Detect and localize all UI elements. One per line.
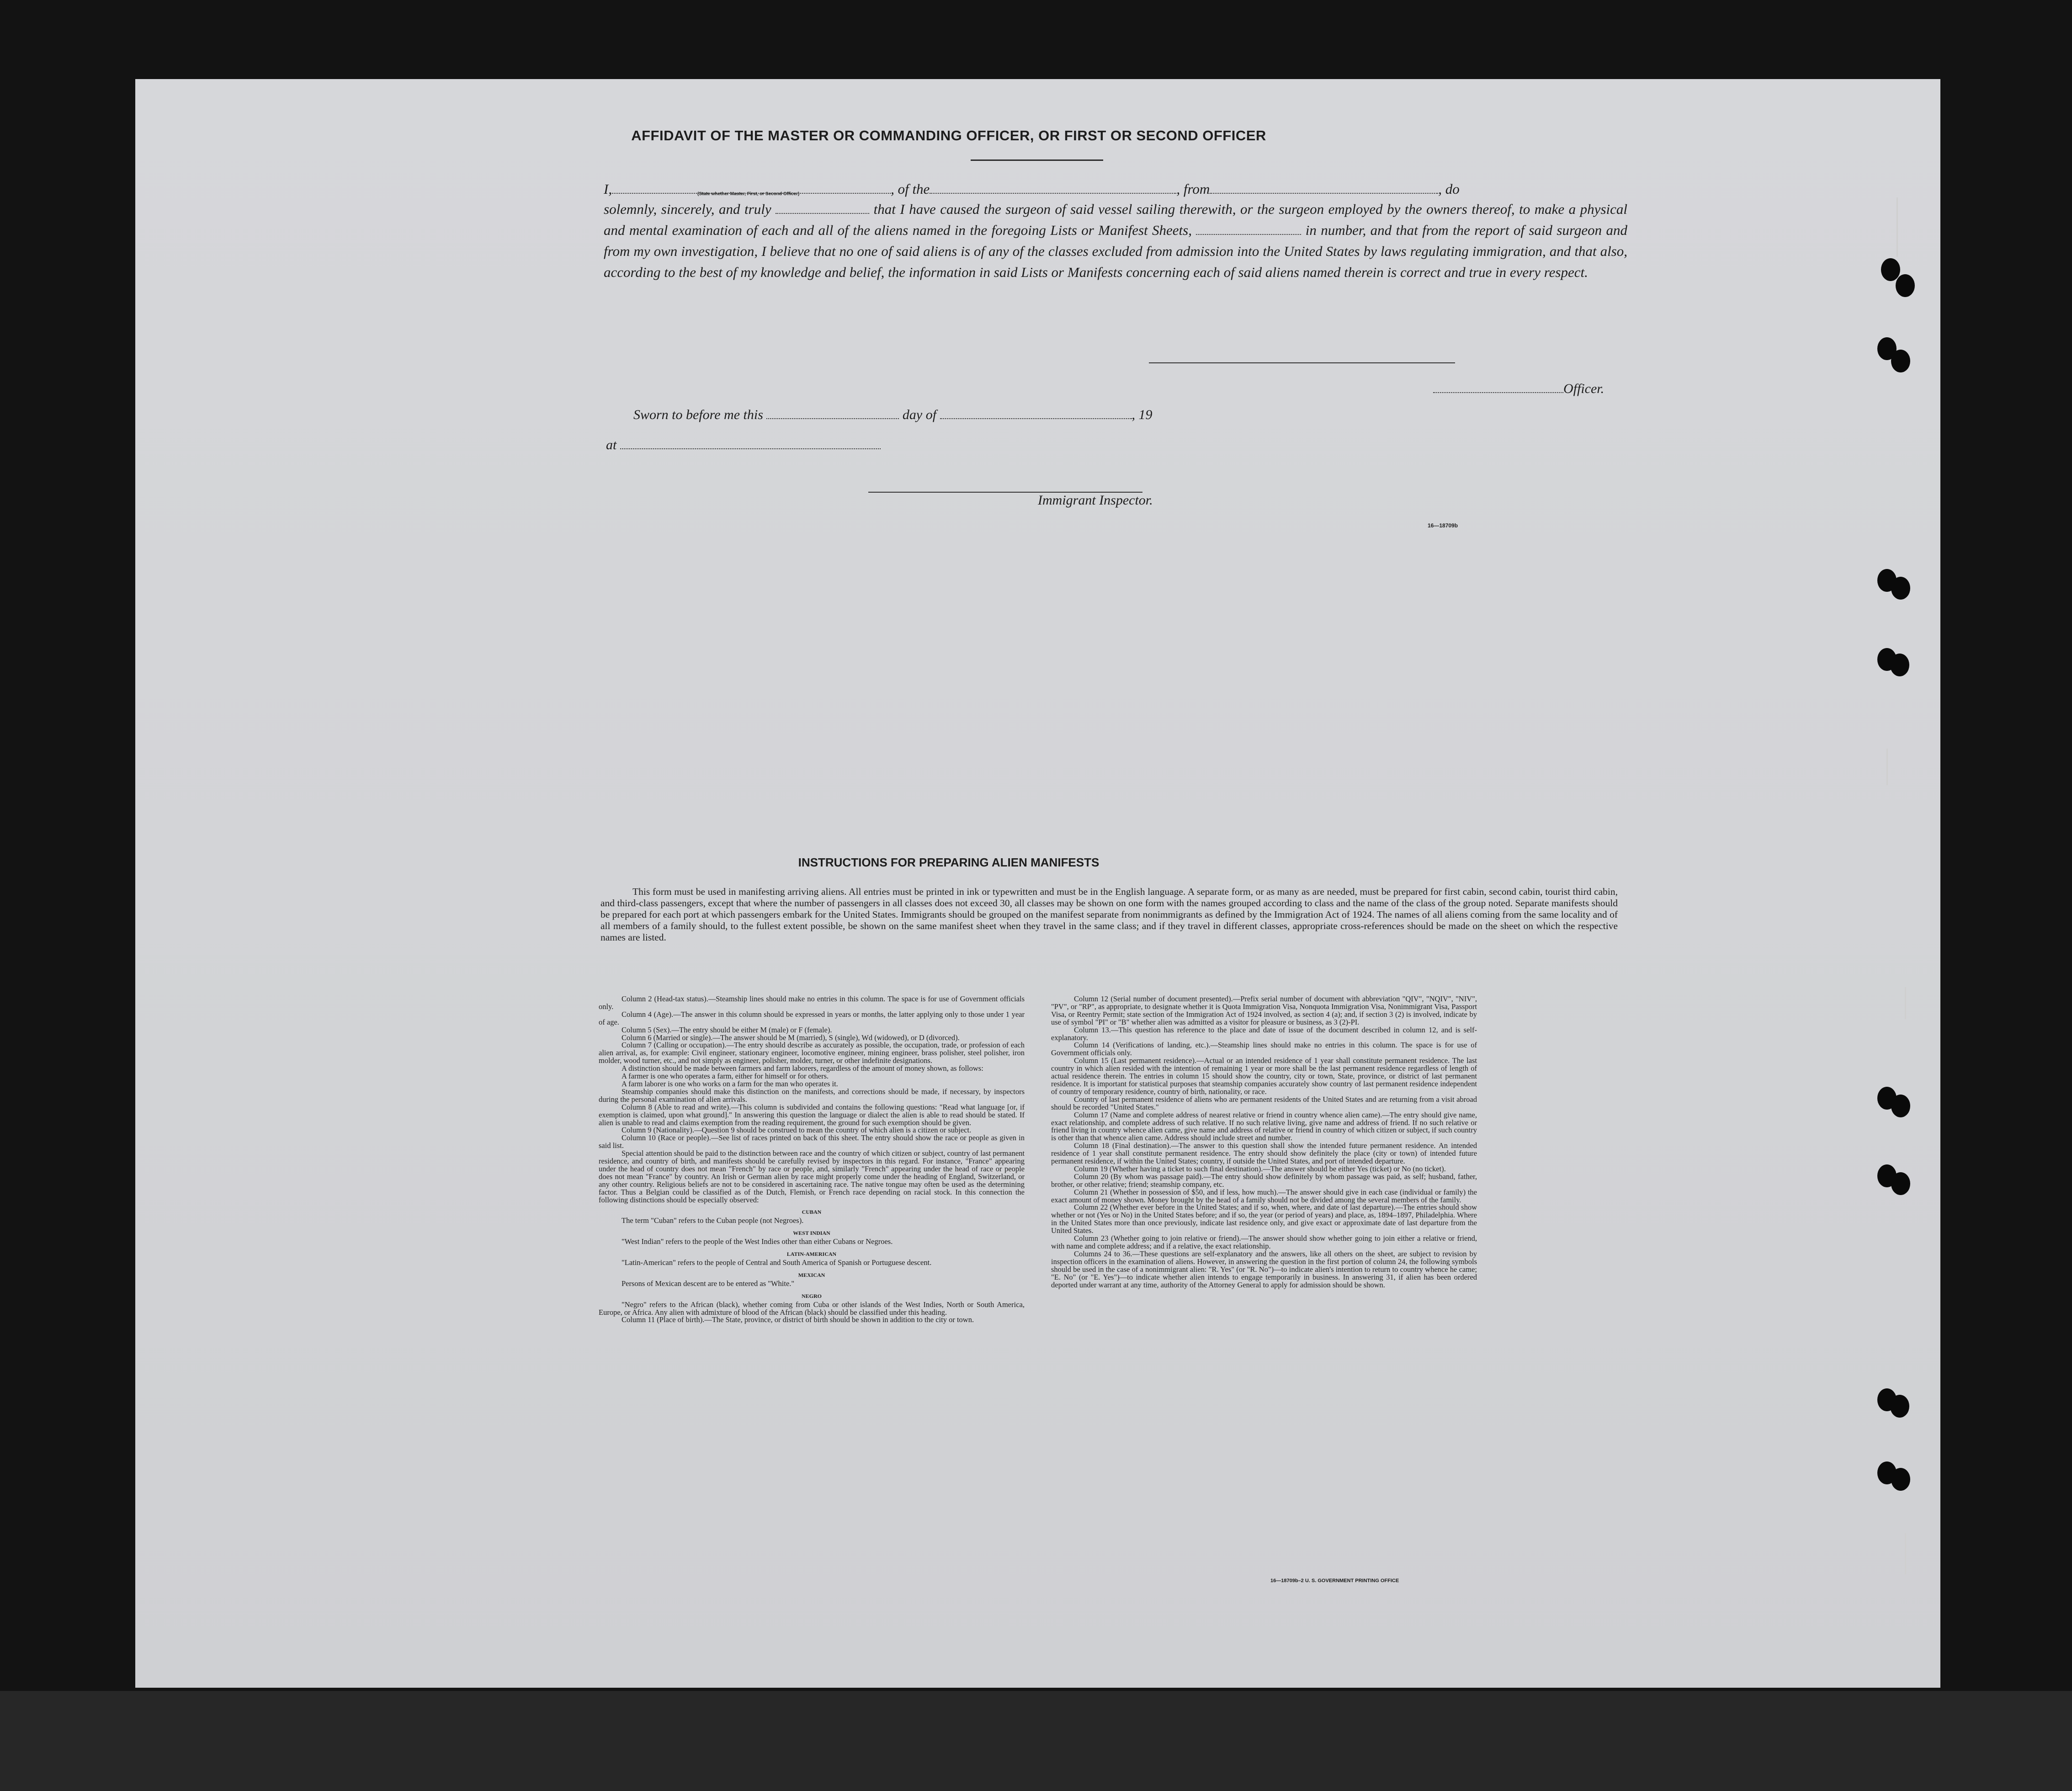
col11-instruction: Column 11 (Place of birth).—The State, province, or district of birth should be shown in addition to the city or town. bbox=[622, 1315, 974, 1324]
from-label: , from bbox=[1176, 181, 1210, 197]
col2-instruction: Column 2 (Head-tax status).—Steamship lines should make no entries in this column. The space is for use of Government officials only. bbox=[599, 994, 1025, 1011]
punch-hole bbox=[1896, 274, 1915, 297]
rank-fineprint: (State whether Master, First, or Second Officer) bbox=[697, 191, 800, 197]
scanner-bottom-band bbox=[0, 1691, 2072, 1791]
col6-instruction: Column 6 (Married or single).—The answer should be M (married), S (single), Wd (widowed), or D (divorced). bbox=[622, 1033, 960, 1042]
sworn-label: Sworn to before me this bbox=[633, 407, 763, 422]
col12-instruction: Column 12 (Serial number of document presented).—Prefix serial number of document with abbreviation "QIV", "NQIV", "NIV", "PV", or "RP", as appropriate, to designate whether it is Quota Immigration Visa, Nonquota Immigration Visa, Nonimmigrant Visa, Passport Visa, or Reentry Permit; state section of the Immigration Act of 1924 involved, as section 4 (a); and, if section 3 (2) is involved, indicate by use of symbol "PI" or "B" whether alien was admitted as a visitor for pleasure or business, as 3 (2)-PI. bbox=[1051, 994, 1477, 1026]
of-the-label: , of the bbox=[891, 181, 930, 197]
col13-instruction: Column 13.—This question has reference to the place and date of issue of the document described in column 12, and is self-explanatory. bbox=[1051, 1025, 1477, 1042]
col19-instruction: Column 19 (Whether having a ticket to such final destination).—The answer should be either Yes (ticket) or No (no ticket). bbox=[1074, 1164, 1446, 1173]
col4-instruction: Column 4 (Age).—The answer in this column should be expressed in years or months, the latter applying only to those under 1 year of age. bbox=[599, 1010, 1025, 1026]
instructions-title: INSTRUCTIONS FOR PREPARING ALIEN MANIFESTS bbox=[798, 856, 1100, 869]
i-label: I, bbox=[604, 181, 612, 197]
affidavit-text-1: that I have caused the surgeon of said vessel sailing therewith, or the surgeon employed by the owners thereof, to make a physical and mental examination of each and all of the aliens named in the foregoing Lists or Manifest Sheets, bbox=[604, 201, 1627, 238]
punch-hole bbox=[1891, 577, 1910, 600]
west-indian-heading: WEST INDIAN bbox=[793, 1230, 830, 1237]
cuban-definition: The term "Cuban" refers to the Cuban people (not Negroes). bbox=[622, 1216, 804, 1225]
col5-instruction: Column 5 (Sex).—The entry should be either M (male) or F (female). bbox=[622, 1025, 832, 1034]
do-label: , do bbox=[1438, 181, 1460, 197]
farm-laborer-definition: A farm laborer is one who works on a farm for the man who operates it. bbox=[622, 1079, 838, 1088]
affidavit-text-2: in number, and that from the report of said surgeon and from my own investigation, I believe that no one of said aliens is of any of the classes excluded from admission into the United States by laws regulating immigration, and that also, according to the best of my knowledge and belief, the information in said Lists or Manifests concerning each of said aliens named therein is correct and true in every respect. bbox=[604, 222, 1627, 280]
col10-instruction: Column 10 (Race or people).—See list of races printed on back of this sheet. The entry should show the race or people as given in said list. bbox=[599, 1133, 1025, 1150]
manifest-sheet bbox=[135, 79, 1940, 1688]
scan-mark bbox=[1897, 197, 1898, 257]
punch-hole bbox=[1891, 1468, 1910, 1491]
col14-instruction: Column 14 (Verifications of landing, etc.).—Steamship lines should make no entries in this column. The space is for use of Government officials only. bbox=[1051, 1041, 1477, 1058]
instructions-right-column bbox=[1051, 995, 1477, 1289]
col23-instruction: Column 23 (Whether going to join relative or friend).—The answer should show whether going to join either a relative or friend, with name and complete address; and if a relative, the exact relationship. bbox=[1051, 1234, 1477, 1250]
col18-instruction: Column 18 (Final destination).—The answer to this question shall show the intended future permanent residence. An intended residence of 1 year shall constitute permanent residence. The entry should show definitely the place (city or town) of intended future permanent residence, if within the United States; country, if outside the United States, and port of intended departure. bbox=[1051, 1141, 1477, 1166]
scan-mark bbox=[1905, 987, 1906, 1019]
col7-instruction: Column 7 (Calling or occupation).—The entry should describe as accurately as possible, the occupation, trade, or profession of each alien arrival, as, for example: Civil engineer, stationary engineer, locomotive engineer, mining engineer, brass polisher, steel polisher, iron molder, wood turner, etc., and not simply as engineer, polisher, molder, turner, or other indefinite designations. bbox=[599, 1041, 1025, 1065]
instructions-intro bbox=[600, 886, 1618, 943]
farmer-definition: A farmer is one who operates a farm, either for himself or for others. bbox=[622, 1072, 829, 1081]
punch-hole bbox=[1881, 258, 1900, 281]
day-of-label: day of bbox=[902, 407, 937, 422]
scan-mark bbox=[1905, 1533, 1906, 1574]
sheet-count-blank bbox=[1196, 220, 1301, 235]
col8-instruction: Column 8 (Able to read and write).—This column is subdivided and contains the following questions: "Read what language [or, if exemption is claimed, upon what ground]." In answering this question the language or dialect the alien is able to read should be stated. If alien is unable to read and claims exemption from the reading requirement, the ground for such exemption should be given. bbox=[599, 1102, 1025, 1127]
inspector-label: Immigrant Inspector. bbox=[1038, 493, 1153, 508]
place-blank bbox=[620, 435, 881, 449]
col9-instruction: Column 9 (Nationality).—Question 9 should be construed to mean the country of which alien is a citizen or subject. bbox=[622, 1126, 972, 1135]
month-blank bbox=[940, 404, 1132, 419]
west-indian-definition: "West Indian" refers to the people of the West Indies other than either Cubans or Negroes. bbox=[622, 1237, 893, 1246]
latin-american-heading: LATIN-AMERICAN bbox=[786, 1251, 837, 1258]
officer-line bbox=[1433, 378, 1604, 397]
cuban-heading: CUBAN bbox=[802, 1209, 822, 1216]
negro-definition: "Negro" refers to the African (black), whether coming from Cuba or other islands of the West Indies, North or South America, Europe, or Africa. Any alien with admixture of blood of the African (black) should be classified under this heading. bbox=[599, 1300, 1025, 1317]
intro-paragraph: This form must be used in manifesting arriving aliens. All entries must be printed in ink or typewritten and must be in the English language. A separate form, or as many as are needed, must be prepared for first cabin, second cabin, tourist third cabin, and third-class passengers, except that where the number of passengers in all classes does not exceed 30, all classes may be shown on one form with the names grouped according to class and the name of the class of the group noted. Separate manifests should be prepared for each port at which passengers embark for the United States. Immigrants should be grouped on the manifest separate from nonimmigrants as defined by the Immigration Act of 1924. The names of all aliens coming from the same locality and of all members of a family should, to the fullest extent possible, be shown on the same manifest sheet when they travel in the same class; and if they travel in different classes, appropriate cross-references should be made on the sheet on which the respective names are listed. bbox=[600, 886, 1618, 943]
punch-hole bbox=[1891, 350, 1910, 372]
instructions-footer: 16—18709b–2 U. S. GOVERNMENT PRINTING OFFICE bbox=[1270, 1578, 1399, 1584]
at-label: at bbox=[606, 437, 617, 452]
affidavit-form-number: 16—18709b bbox=[1428, 522, 1458, 529]
punch-hole bbox=[1891, 1095, 1910, 1117]
steamship-note: Steamship companies should make this distinction on the manifests, and corrections should be made, if necessary, by inspectors during the personal examination of alien arrivals. bbox=[599, 1087, 1025, 1104]
punch-hole bbox=[1890, 654, 1909, 676]
swear-blank bbox=[776, 199, 869, 214]
at-line bbox=[606, 435, 881, 453]
affidavit-body bbox=[604, 199, 1627, 283]
special-attention-note: Special attention should be paid to the distinction between race and the country of which citizen or subject, country of last permanent residence, and country of birth, and manifests should be carefully revised by inspectors in this regard. For instance, "France" appearing under the head of country does not mean "French" by race or people, and, similarly "French" appearing under the head of race or people does not mean "France" by country. An Irish or German alien by race might properly come under the heading of England, Switzerland, or any other country. Religious beliefs are not to be considered in ascertaining race. The native tongue may often be used as the determining factor. Thus a Belgian could be classified as of the Dutch, Flemish, or French race depending on racial stock. In this connection the following distinctions should be especially observed: bbox=[599, 1149, 1025, 1204]
officer-signature-line bbox=[1149, 362, 1455, 363]
latin-american-definition: "Latin-American" refers to the people of Central and South America of Spanish or Portuguese descent. bbox=[622, 1258, 932, 1267]
port-blank bbox=[1210, 179, 1438, 194]
day-blank bbox=[766, 404, 899, 419]
affidavit-title: AFFIDAVIT OF THE MASTER OR COMMANDING OFFICER, OR FIRST OR SECOND OFFICER bbox=[631, 128, 1266, 143]
year-label: , 19 bbox=[1132, 407, 1153, 422]
instructions-left-column bbox=[599, 995, 1025, 1324]
col15-instruction: Column 15 (Last permanent residence).—Actual or an intended residence of 1 year shall constitute permanent residence. The last country in which alien resided with the intention of remaining 1 year or more shall be the last permanent residence regardless of length of actual residence therein. The entries in column 15 should show the country, city or town, State, province, or district of last permanent residence. It is important for statistical purposes that steamship companies accurately show country of last permanent residence independent of country of temporary residence, country of birth, nationality, or race. bbox=[1051, 1056, 1477, 1096]
col22-instruction: Column 22 (Whether ever before in the United States; and if so, when, where, and date of last departure).—The entries should show whether or not (Yes or No) in the United States before; and if so, the year (or period of years) and place, as, 1894–1897, Philadelphia. Where in the United States more than once previously, indicate last residence only, and give exact or approximate date of last departure from the United States. bbox=[1051, 1203, 1477, 1235]
officer-label: Officer. bbox=[1563, 381, 1604, 396]
col17-instruction: Column 17 (Name and complete address of nearest relative or friend in country whence alien came).—The entry should give name, exact relationship, and complete address of such relative. If no such relative living, give name and address of friend. If no such relative or friend living in country whence alien came, give name and address of relative or friend in country of which citizen or subject, if such country is other than that whence alien came. Address should include street and number. bbox=[1051, 1110, 1477, 1143]
mexican-definition: Persons of Mexican descent are to be entered as "White." bbox=[622, 1279, 795, 1288]
vessel-name-blank bbox=[930, 179, 1176, 194]
farmer-distinction: A distinction should be made between farmers and farm laborers, regardless of the amount of money shown, as follows: bbox=[622, 1064, 983, 1073]
col21-instruction: Column 21 (Whether in possession of $50, and if less, how much).—The answer should give in each case (individual or family) the exact amount of money shown. Money brought by the head of a family should not be divided among the several members of the family. bbox=[1051, 1187, 1477, 1204]
negro-heading: NEGRO bbox=[801, 1292, 822, 1299]
officer-title-blank bbox=[1433, 378, 1563, 393]
scan-mark bbox=[1886, 749, 1888, 785]
solemnly-label: solemnly, sincerely, and truly bbox=[604, 201, 771, 217]
sworn-line bbox=[633, 404, 1153, 423]
punch-hole bbox=[1890, 1395, 1909, 1418]
country-last-residence-note: Country of last permanent residence of aliens who are permanent residents of the United States and are returning from a visit abroad should be recorded "United States." bbox=[1051, 1095, 1477, 1111]
title-rule bbox=[971, 159, 1103, 161]
punch-hole bbox=[1891, 1172, 1910, 1195]
col20-instruction: Column 20 (By whom was passage paid).—The entry should show definitely by whom passage was paid, as self; husband, father, brother, or other relative; friend; steamship company, etc. bbox=[1051, 1172, 1477, 1189]
affidavit-first-line bbox=[604, 179, 1627, 200]
col24-36-instruction: Columns 24 to 36.—These questions are self-explanatory and the answers, like all others on the sheet, are subject to revision by inspection officers in the examination of aliens. However, in answering the question in the first portion of column 24, the following symbols should be used in the case of a nonimmigrant alien: "R. Yes" (or "R. No")—to indicate alien's intention to return to country whence he came; "E. No" (or "E. Yes")—to indicate whether alien intends to engage temporarily in business. In answering 31, if alien has been ordered deported under warrant at any time, authority of the Attorney General to apply for admission should be shown. bbox=[1051, 1249, 1477, 1289]
mexican-heading: MEXICAN bbox=[798, 1271, 825, 1278]
